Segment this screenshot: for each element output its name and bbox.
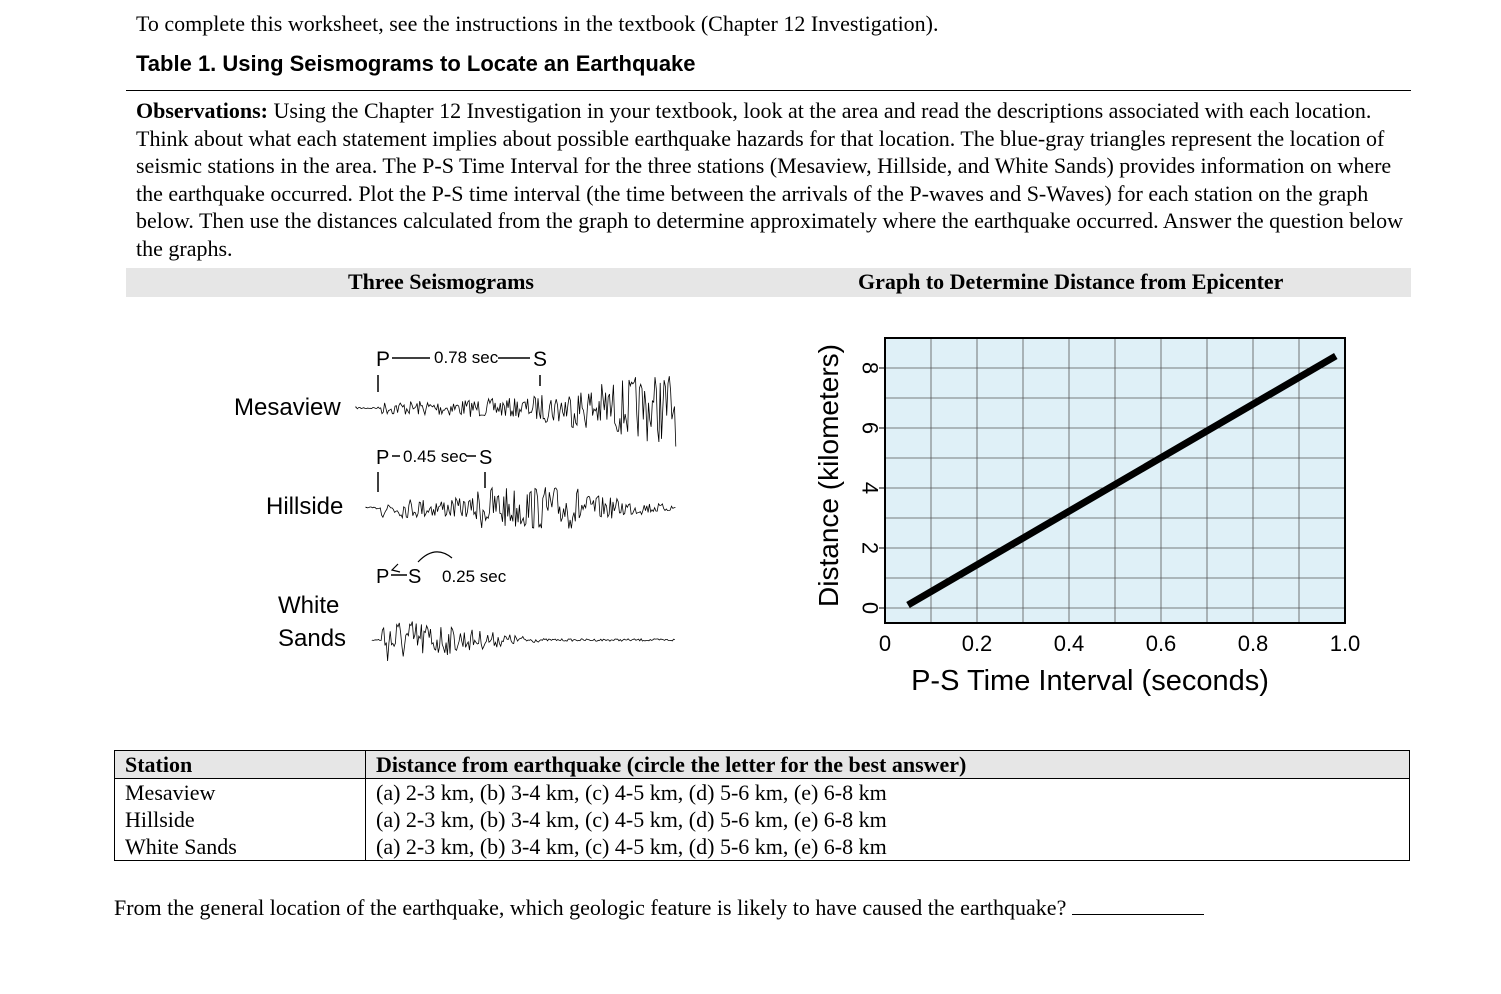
whitesands-s-label: S [408, 566, 422, 588]
arrow-icon [392, 564, 400, 572]
table-row [115, 806, 1410, 833]
hillside-interval: 0.45 sec [403, 447, 468, 466]
whitesands-seismogram-trace [372, 622, 675, 662]
y-tick-label: 6 [857, 421, 883, 435]
table-row [115, 833, 1410, 861]
y-tick-label: 8 [857, 361, 883, 375]
x-axis-label: P-S Time Interval (seconds) [911, 665, 1269, 697]
question-label: From the general location of the earthquake, which geologic feature is likely to have caused the earthquake? [114, 895, 1067, 920]
hillside-seismogram-trace [366, 487, 675, 528]
mesaview-p-label: P [376, 348, 391, 371]
section-header-band [126, 268, 1411, 297]
x-tick-label: 0.2 [961, 631, 993, 656]
table-header-row [115, 751, 1410, 779]
y-axis-label: Distance (kilometers) [813, 344, 844, 607]
x-tick-label: 0.8 [1237, 631, 1269, 656]
header-distance: Distance from earthquake (circle the letter for the best answer) [366, 751, 1410, 779]
mesaview-s-label: S [533, 348, 548, 371]
table-title: Table 1. Using Seismograms to Locate an Earthquake [136, 51, 696, 76]
seismograms-heading: Three Seismograms [348, 269, 534, 294]
hillside-p-label: P [376, 447, 390, 469]
row-options[interactable]: (a) 2-3 km, (b) 3-4 km, (c) 4-5 km, (d) 5-6 km, (e) 6-8 km [366, 779, 1410, 807]
mesaview-seismogram-trace [356, 376, 676, 446]
y-tick-label: 2 [857, 541, 883, 555]
mesaview-interval: 0.78 sec [434, 348, 499, 367]
observations-text: Using the Chapter 12 Investigation in your textbook, look at the area and read the descriptions associated with each location. Think about what each statement implies about possible earthquake hazards for that location. The blue-gray triangles represent the location of seismic stations in the area. The P-S Time Interval for the three stations (Mesaview, Hillside, and White Sands) provides information on where the earthquake occurred. Plot the P-S time interval (the time between the arrivals of the P-waves and S-Waves) for each station on the graph below. Then use the distances calculated from the graph to determine approximately where the earthquake occurred. Answer the question below the graphs. [136, 98, 1403, 261]
whitesands-interval: 0.25 sec [442, 567, 507, 586]
distance-graph [810, 320, 1370, 705]
observations-paragraph [136, 97, 1406, 262]
row-options[interactable]: (a) 2-3 km, (b) 3-4 km, (c) 4-5 km, (d) 5-6 km, (e) 6-8 km [366, 833, 1410, 861]
station-label-hillside: Hillside [266, 493, 344, 520]
seismograms-figure [220, 330, 690, 700]
answer-blank[interactable] [1072, 894, 1204, 915]
station-label-mesaview: Mesaview [234, 394, 341, 421]
question-text [114, 894, 1204, 921]
intro-text: To complete this worksheet, see the instructions in the textbook (Chapter 12 Investigation). [136, 11, 939, 36]
row-options[interactable]: (a) 2-3 km, (b) 3-4 km, (c) 4-5 km, (d) 5-6 km, (e) 6-8 km [366, 806, 1410, 833]
title-divider [126, 90, 1411, 91]
row-station: Hillside [115, 806, 366, 833]
y-tick-label: 0 [857, 601, 883, 615]
station-label-white: White [278, 592, 340, 619]
x-tick-label: 0.4 [1053, 631, 1085, 656]
x-tick-label: 0.6 [1145, 631, 1177, 656]
station-label-sands: Sands [278, 625, 347, 652]
hillside-s-label: S [479, 447, 493, 469]
row-station: Mesaview [115, 779, 366, 807]
y-tick-label: 4 [857, 481, 883, 495]
interval-arc-icon [418, 552, 452, 562]
row-station: White Sands [115, 833, 366, 861]
whitesands-p-label: P [376, 566, 390, 588]
distance-table [114, 750, 1410, 861]
header-station: Station [115, 751, 366, 779]
graph-heading: Graph to Determine Distance from Epicenter [858, 269, 1284, 294]
table-row [115, 779, 1410, 807]
x-tick-label: 0 [878, 631, 892, 656]
x-tick-label: 1.0 [1329, 631, 1361, 656]
observations-label: Observations: [136, 98, 268, 123]
